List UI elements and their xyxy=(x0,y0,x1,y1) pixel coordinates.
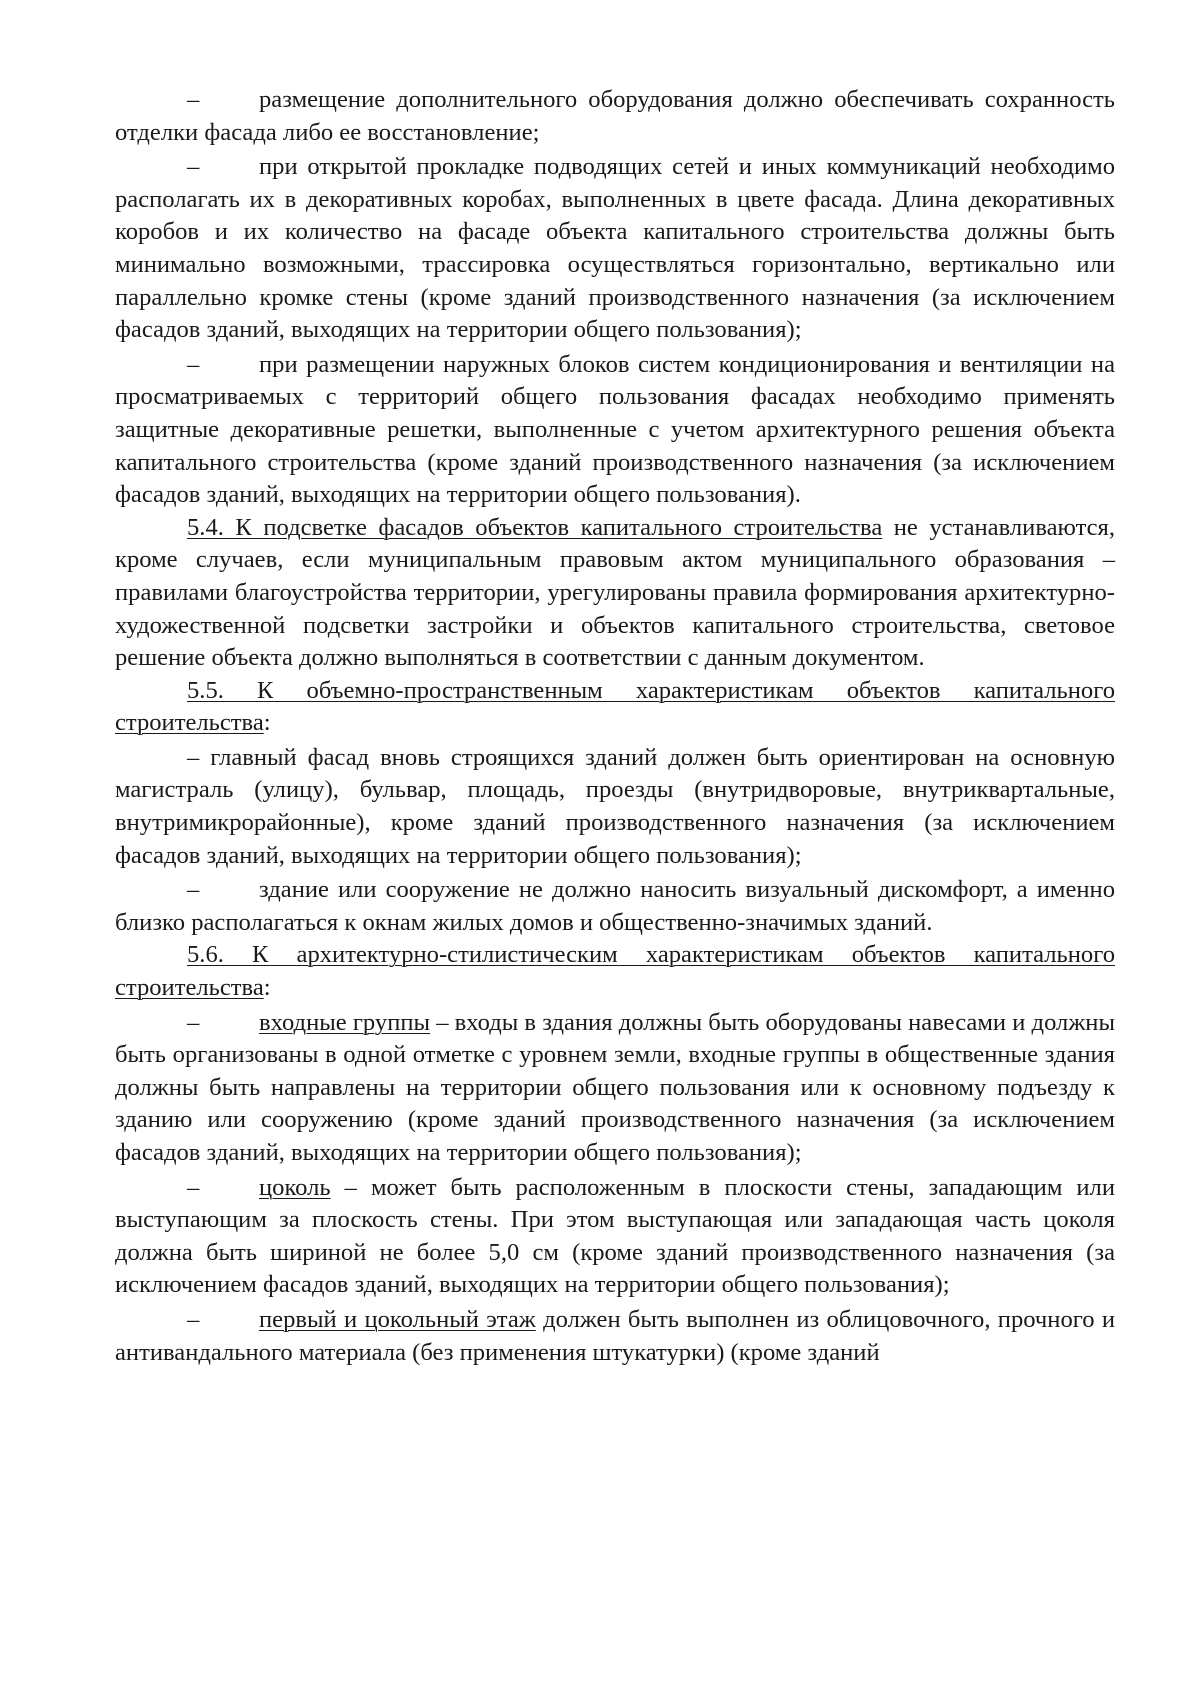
list-dash: – xyxy=(187,350,200,378)
list-dash: – xyxy=(187,86,200,113)
paragraph-text: : xyxy=(263,709,271,737)
document-page xyxy=(115,84,1115,1369)
list-dash: – xyxy=(187,1008,200,1036)
paragraph-text: должен быть выполнен из облицовочного, прочного и антивандального материала (без применения штукатурки) (кроме зданий xyxy=(115,1305,1115,1366)
paragraph-text: – может быть расположенным в плоскости стены, западающим или выступающим за плоскость стены. При этом выступающая или западающая часть цоколя должна быть шириной не более 5,0 см (кроме зданий производственного назначения (за исключением фасадов зданий, выходящих на территории общего пользования); xyxy=(115,1173,1115,1299)
paragraph-text: здание или сооружение не должно наносить визуальный дискомфорт, а именно близко располагаться к окнам жилых домов и общественно-значимых зданий. xyxy=(115,876,1115,936)
paragraph-section-5-6 xyxy=(115,939,1115,1004)
term-entrance-groups: входные группы xyxy=(259,1008,431,1036)
paragraph-visual-discomfort xyxy=(115,874,1115,939)
section-heading-5-4: 5.4. К подсветке фасадов объектов капитального строительства xyxy=(187,513,883,541)
term-first-floor: первый и цокольный этаж xyxy=(259,1305,536,1333)
paragraph-ac-units xyxy=(115,349,1115,512)
list-dash: – xyxy=(187,876,200,904)
list-dash: – xyxy=(187,1173,200,1201)
paragraph-text: при размещении наружных блоков систем кондиционирования и вентиляции на просматриваемых с территорий общего пользования фасадах необходимо применять защитные декоративные решетки, выполненные с учетом архитектурного решения объекта капитального строительства (кроме зданий производственного назначения (за исключением фасадов зданий, выходящих на территории общего пользования). xyxy=(115,350,1115,509)
paragraph-equipment-placement xyxy=(115,84,1115,149)
section-heading-5-5: 5.5. К объемно-пространственным характеристикам объектов капитального строительства xyxy=(115,676,1115,737)
paragraph-plinth xyxy=(115,1172,1115,1302)
paragraph-text: не устанавливаются, кроме случаев, если муниципальным правовым актом муниципального образования – правилами благоустройства территории, урегулированы правила формирования архитектурно-художественной подсветки застройки и объектов капитального строительства, световое решение объекта должно выполняться в соответствии с данным документом. xyxy=(115,513,1116,672)
term-plinth: цоколь xyxy=(259,1173,331,1201)
paragraph-text: : xyxy=(263,974,271,1002)
paragraph-text: – входы в здания должны быть оборудованы навесами и должны быть организованы в одной отметке с уровнем земли, входные группы в общественные здания должны быть направлены на территории общего пользования или к основному подъезду к зданию или сооружению (кроме зданий производственного назначения (за исключением фасадов зданий, выходящих на территории общего пользования); xyxy=(115,1008,1115,1166)
paragraph-first-floor xyxy=(115,1304,1115,1369)
paragraph-open-networks xyxy=(115,151,1115,347)
paragraph-text: – главный фасад вновь строящихся зданий должен быть ориентирован на основную магистраль (улицу), бульвар, площадь, проезды (внутридворовые, внутриквартальные, внутримикрорайонные), кроме зданий производственного назначения (за исключением фасадов зданий, выходящих на территории общего пользования); xyxy=(115,743,1115,869)
paragraph-text: при открытой прокладке подводящих сетей и иных коммуникаций необходимо располагать их в декоративных коробах, выполненных в цвете фасада. Длина декоративных коробов и их количество на фасаде объекта капитального строительства должны быть минимально возможными, трассировка осуществляться горизонтально, вертикально или параллельно кромке стены (кроме зданий производственного назначения (за исключением фасадов зданий, выходящих на территории общего пользования); xyxy=(115,153,1115,344)
paragraph-entrance-groups xyxy=(115,1007,1115,1170)
paragraph-main-facade xyxy=(115,742,1115,872)
list-dash: – xyxy=(187,1305,200,1333)
section-heading-5-6: 5.6. К архитектурно-стилистическим характеристикам объектов капитального строительства xyxy=(115,941,1115,1002)
paragraph-section-5-4 xyxy=(115,512,1115,675)
list-dash: – xyxy=(187,153,200,181)
paragraph-section-5-5 xyxy=(115,675,1115,740)
paragraph-text: размещение дополнительного оборудования должно обеспечивать сохранность отделки фасада либо ее восстановление; xyxy=(115,86,1115,146)
